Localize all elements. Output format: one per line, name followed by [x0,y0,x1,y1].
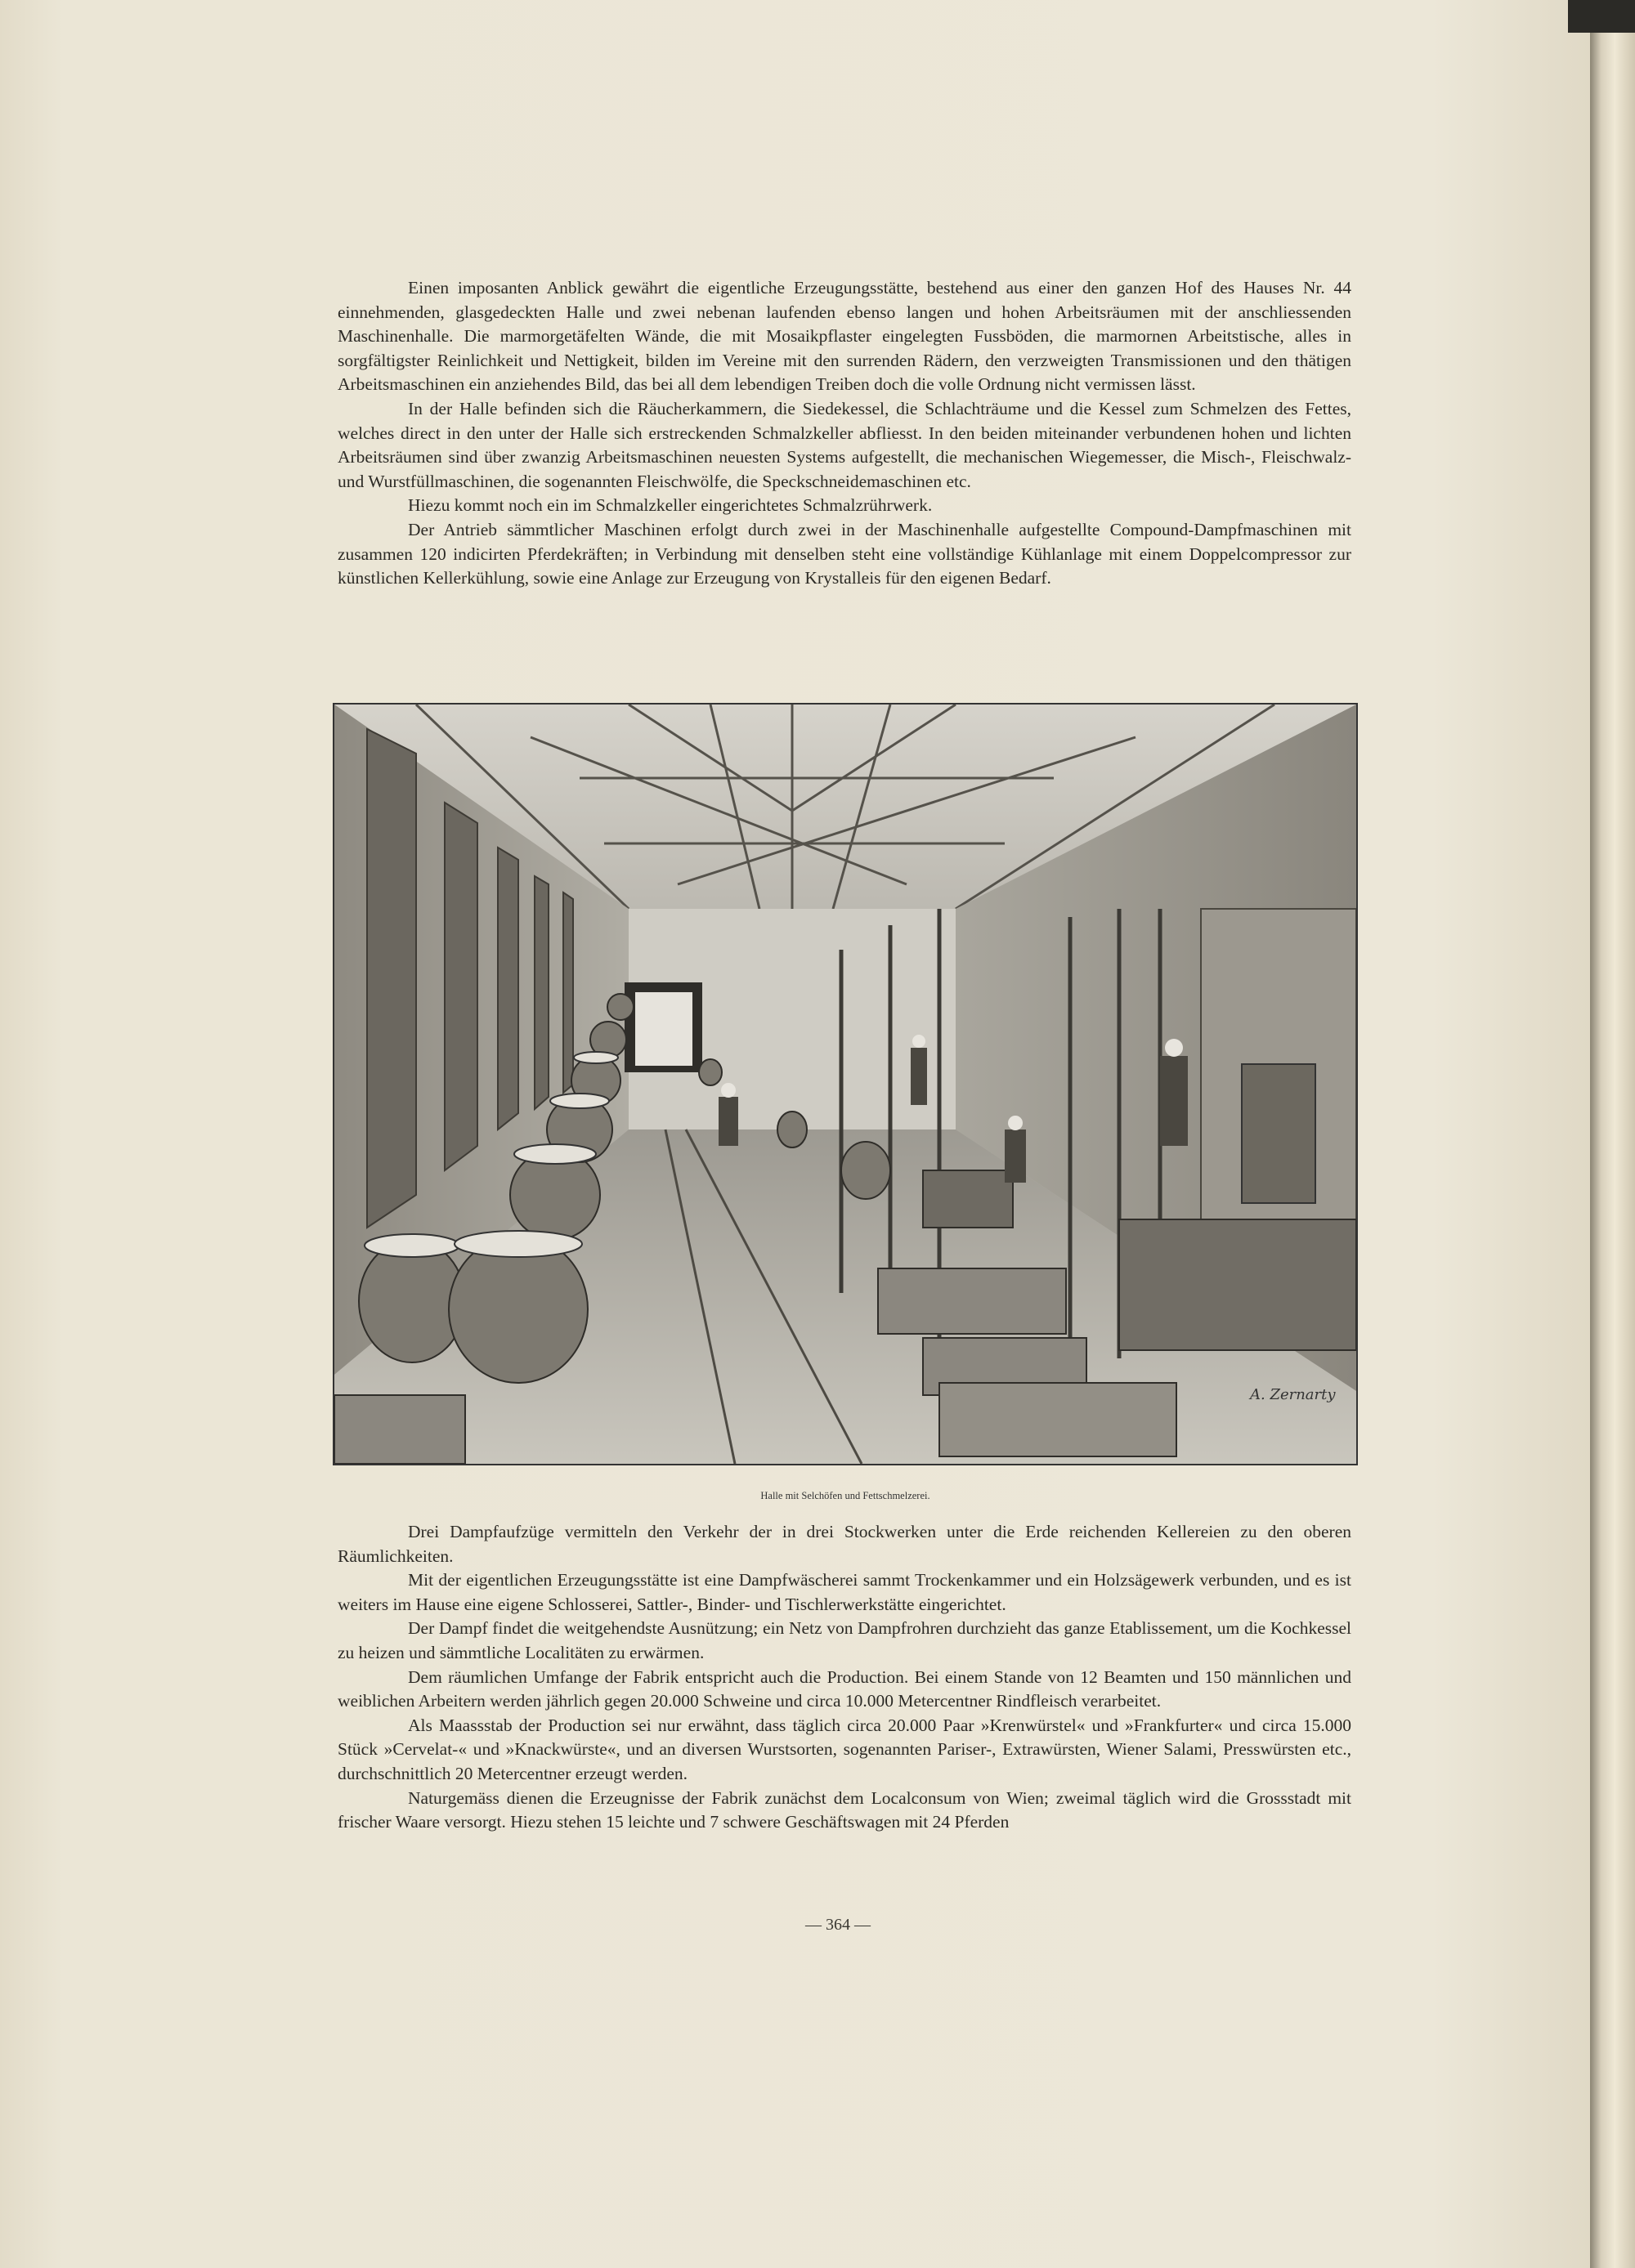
paragraph: Naturgemäss dienen die Erzeugnisse der Fabrik zunächst dem Localconsum von Wien; zweimal täglich wird die Grossstadt mit frischer Waare versorgt. Hiezu stehen 15 leichte und 7 schwere Geschäftswagen mit 24 Pferden [338,1787,1351,1832]
paragraph: Drei Dampfaufzüge vermitteln den Verkehr der in drei Stockwerken unter die Erde reichenden Kellereien zu den oberen Räumlichkeiten. [338,1522,1351,1566]
paragraph: Der Dampf findet die weitgehendste Ausnützung; ein Netz von Dampfrohren durchzieht das ganze Etablissement, um die Kochkessel zu heizen und sämmtliche Localitäten zu erwärmen. [338,1618,1351,1662]
page-number: — 364 — [805,1916,871,1934]
paragraph: Einen imposanten Anblick gewährt die eigentliche Erzeugungsstätte, bestehend aus einer den ganzen Hof des Hauses Nr. 44 einnehmenden, glasgedeckten Halle und zwei nebenan laufenden ebenso langen und hohen Arbeitsräumen mit der anschliessenden Maschinenhalle. Die marmorgetäfelten Wände, die mit Mosaikpflaster eingelegten Fussböden, die marmornen Arbeitstische, alles in sorgfältigster Reinlichkeit und Nettigkeit, bilden im Vereine mit den surrenden Rädern, den verzweigten Transmissionen und den thätigen Arbeitsmaschinen ein anziehendes Bild, das bei all dem lebendigen Treiben doch die volle Ordnung nicht vermissen lässt. [338,278,1351,395]
figure-caption: Halle mit Selchöfen und Fettschmelzerei. [760,1490,930,1501]
artist-signature: A. Zernarty [1250,1386,1336,1403]
body-text-bottom [338,1520,1351,1835]
paragraph: Der Antrieb sämmtlicher Maschinen erfolgt durch zwei in der Maschinenhalle aufgestellte Compound-Dampfmaschinen mit zusammen 120 indicirten Pferdekräften; in Verbindung mit denselben steht eine vollständige Kühlanlage mit einem Doppelcompressor zur künstlichen Kellerkühlung, sowie eine Anlage zur Erzeugung von Krystalleis für den eigenen Bedarf. [338,519,1351,588]
paragraph: Als Maassstab der Production sei nur erwähnt, dass täglich circa 20.000 Paar »Krenwürstel« und »Frankfurter« und circa 15.000 Stück »Cervelat-« und »Knackwürste«, und an diversen Wurstsorten, sogenannten Pariser-, Extrawürsten, Wiener Salami, Presswürsten etc., durchschnittlich 20 Metercentner erzeugt werden. [338,1715,1351,1783]
paragraph: Dem räumlichen Umfange der Fabrik entspricht auch die Production. Bei einem Stande von 12 Beamten und 150 männlichen und weiblichen Arbeitern werden jährlich gegen 20.000 Schweine und circa 10.000 Metercentner Rindfleisch verarbeitet. [338,1666,1351,1711]
binding-corner [1568,0,1635,33]
paragraph: Hiezu kommt noch ein im Schmalzkeller eingerichtetes Schmalzrührwerk. [408,495,933,516]
paragraph: Mit der eigentlichen Erzeugungsstätte ist eine Dampfwäscherei sammt Trockenkammer und ein Holzsägewerk verbunden, und es ist weiters im Hause eine eigene Schlosserei, Sattler-, Binder- und Tischlerwerkstätte eingerichtet. [338,1570,1351,1614]
body-text-top [338,276,1351,591]
paragraph: In der Halle befinden sich die Räucherkammern, die Siedekessel, die Schlachträume und die Kessel zum Schmelzen des Fettes, welches direct in den unter der Halle sich erstreckenden Schmalzkeller abfliesst. In den beiden miteinander verbundenen hohen und lichten Arbeitsräumen sind über zwanzig Arbeitsmaschinen neuesten Systems aufgestellt, die mechanischen Wiegemesser, die Misch-, Fleischwalz- und Wurstfüllmaschinen, die sogenannten Fleischwölfe, die Speckschneidemaschinen etc. [338,398,1351,491]
factory-hall-illustration [333,703,1358,1465]
